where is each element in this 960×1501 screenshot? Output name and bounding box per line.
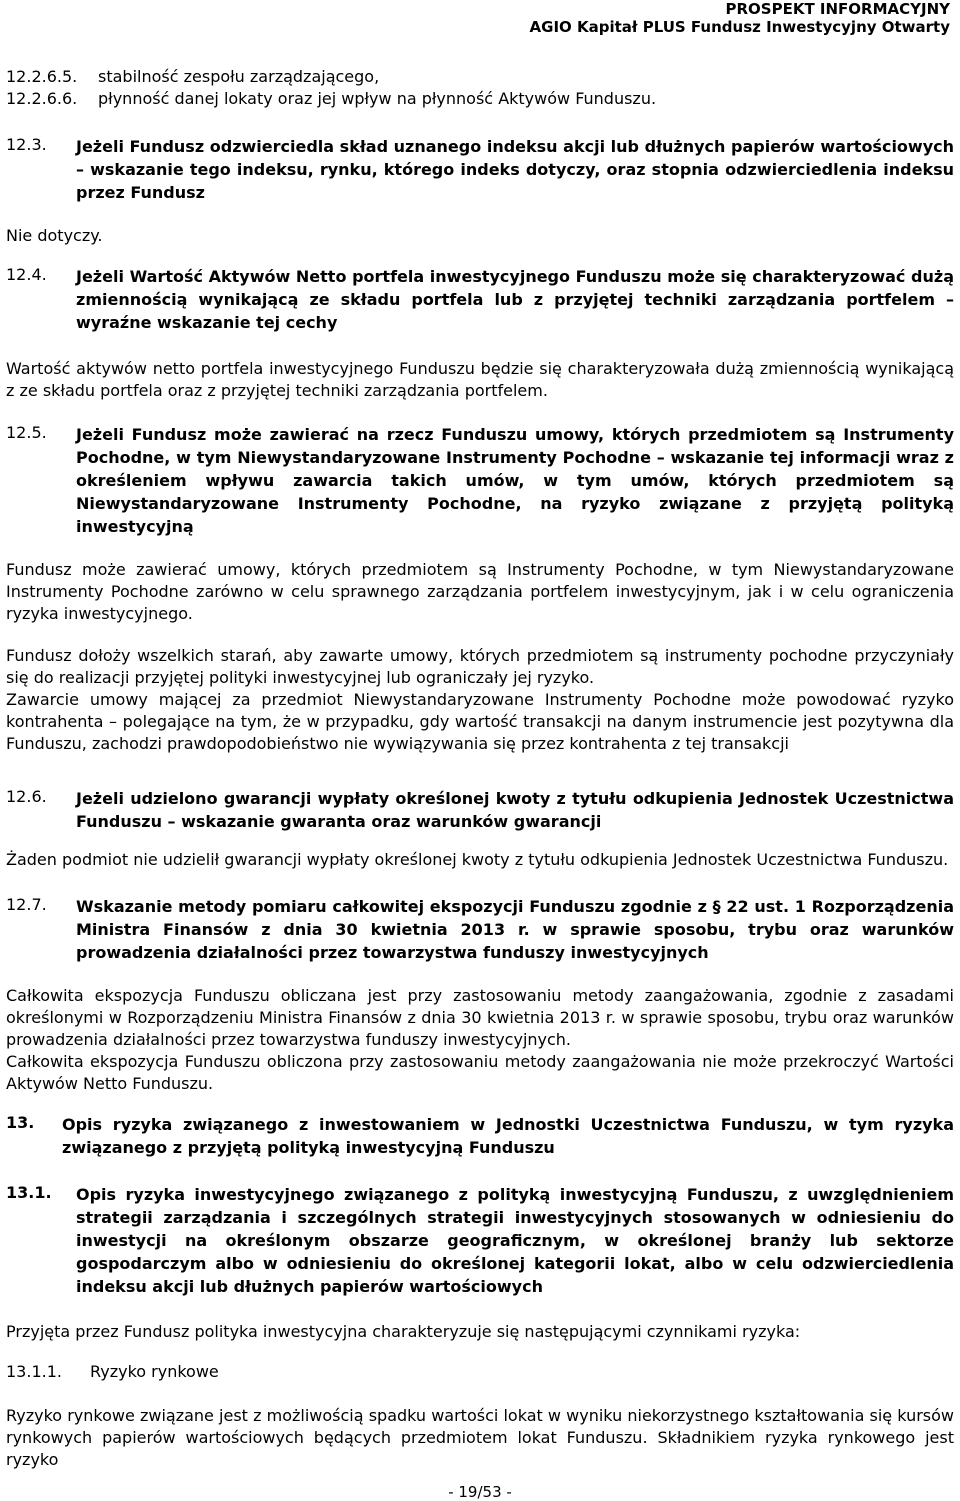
section-number: 12.4. xyxy=(6,265,47,284)
section-heading xyxy=(6,423,954,538)
document-header xyxy=(530,0,950,36)
section-12-5 xyxy=(6,423,954,538)
section-number: 12.5. xyxy=(6,423,47,442)
section-heading xyxy=(6,787,954,833)
section-13-1-1-body: Ryzyko rynkowe związane jest z możliwością spadku wartości lokat w wyniku niekorzystnego kształtowania się kursów rynkowych papierów wartościowych będących przedmiotem lokat Funduszu. Składnikiem ryzyka rynkowego jest ryzyko xyxy=(6,1406,954,1469)
section-number: 12.3. xyxy=(6,135,47,154)
section-number: 13. xyxy=(6,1113,35,1132)
section-title: Jeżeli Wartość Aktywów Netto portfela inwestycyjnego Funduszu może się charakteryzować dużą zmiennością wynikającą ze składu portfela lub z przyjętej techniki zarządzania portfelem – wyraźne wskazanie tej cechy xyxy=(76,267,954,332)
section-heading xyxy=(6,1361,954,1383)
section-number: 13.1. xyxy=(6,1183,52,1202)
section-heading xyxy=(6,1183,954,1298)
section-title: Jeżeli udzielono gwarancji wypłaty określonej kwoty z tytułu odkupienia Jednostek Uczestnictwa Funduszu – wskazanie gwaranta oraz warunków gwarancji xyxy=(76,789,954,831)
list-item-number: 12.2.6.5. xyxy=(6,67,78,86)
section-12-4-body: Wartość aktywów netto portfela inwestycyjnego Funduszu będzie się charakteryzowała dużą zmiennością wynikającą z ze składu portfela oraz z przyjętej techniki zarządzania portfelem. xyxy=(6,359,954,400)
section-title: Opis ryzyka inwestycyjnego związanego z polityką inwestycyjną Funduszu, z uwzględnieniem strategii zarządzania i szczególnych strategii inwestycyjnych stosowanych w odniesieniu do inwestycji na określonym obszarze geograficznym, w określonej branży lub sektorze gospodarczym albo w odniesieniu do określonej kategorii lokat, albo w celu odzwierciedlenia indeksu akcji lub dłużnych papierów wartościowych xyxy=(76,1185,954,1296)
section-heading xyxy=(6,135,954,204)
section-title: Jeżeli Fundusz odzwierciedla skład uznanego indeksu akcji lub dłużnych papierów wartościowych – wskazanie tego indeksu, rynku, którego indeks dotyczy, oraz stopnia odzwierciedlenia indeksu przez Fundusz xyxy=(76,137,954,202)
section-12-3 xyxy=(6,135,954,204)
page-number: - 19/53 - xyxy=(448,1483,512,1501)
section-12-5-paragraph-1: Fundusz może zawierać umowy, których przedmiotem są Instrumenty Pochodne, w tym Niewystandaryzowane Instrumenty Pochodne zarówno w celu sprawnego zarządzania portfelem inwestycyjnym, jak i w celu ograniczenia ryzyka inwestycyjnego. xyxy=(6,560,954,623)
section-12-4 xyxy=(6,265,954,334)
section-number: 12.6. xyxy=(6,787,47,806)
section-13 xyxy=(6,1113,954,1159)
list-item xyxy=(6,66,954,88)
section-12-5-paragraph-2: Fundusz dołoży wszelkich starań, aby zawarte umowy, których przedmiotem są instrumenty pochodne przyczyniały się do realizacji przyjętej polityki inwestycyjnej lub ograniczały jej ryzyko. xyxy=(6,646,954,687)
section-number: 12.7. xyxy=(6,895,47,914)
section-heading xyxy=(6,895,954,964)
section-number: 13.1.1. xyxy=(6,1362,62,1381)
section-title: Wskazanie metody pomiaru całkowitej ekspozycji Funduszu zgodnie z § 22 ust. 1 Rozporządzenia Ministra Finansów z dnia 30 kwietnia 2013 r. w sprawie sposobu, trybu oraz warunków prowadzenia działalności przez towarzystwa funduszy inwestycyjnych xyxy=(76,897,954,962)
list-item-text: płynność danej lokaty oraz jej wpływ na płynność Aktywów Funduszu. xyxy=(98,89,657,108)
section-heading xyxy=(6,1113,954,1159)
section-13-1 xyxy=(6,1183,954,1298)
section-12-6-body: Żaden podmiot nie udzielił gwarancji wypłaty określonej kwoty z tytułu odkupienia Jednostek Uczestnictwa Funduszu. xyxy=(6,850,949,869)
list-item xyxy=(6,88,954,110)
section-title: Ryzyko rynkowe xyxy=(90,1362,219,1381)
header-subtitle: AGIO Kapitał PLUS Fundusz Inwestycyjny Otwarty xyxy=(529,18,950,36)
section-title: Jeżeli Fundusz może zawierać na rzecz Funduszu umowy, których przedmiotem są Instrumenty Pochodne, w tym Niewystandaryzowane Instrumenty Pochodne – wskazanie tej informacji wraz z określeniem wpływu zawarcia takich umów, w tym umów, których przedmiotem są Niewystandaryzowane Instrumenty Pochodne, na ryzyko związane z przyjętą polityką inwestycyjną xyxy=(76,425,954,536)
section-12-5-paragraph-3: Zawarcie umowy mającej za przedmiot Niewystandaryzowane Instrumenty Pochodne może powodować ryzyko kontrahenta – polegające na tym, że w przypadku, gdy wartość transakcji na danym instrumencie jest pozytywna dla Funduszu, zachodzi prawdopodobieństwo nie wywiązywania się przez kontrahenta z tej transakcji xyxy=(6,690,954,753)
list-item-number: 12.2.6.6. xyxy=(6,89,78,108)
list-item-text: stabilność zespołu zarządzającego, xyxy=(98,67,380,86)
section-12-7-paragraph-2: Całkowita ekspozycja Funduszu obliczona przy zastosowaniu metody zaangażowania nie może przekroczyć Wartości Aktywów Netto Funduszu. xyxy=(6,1052,954,1093)
section-12-3-body: Nie dotyczy. xyxy=(6,226,103,245)
header-title: PROSPEKT INFORMACYJNY xyxy=(725,0,950,18)
section-13-1-1 xyxy=(6,1361,954,1383)
section-title: Opis ryzyka związanego z inwestowaniem w Jednostki Uczestnictwa Funduszu, w tym ryzyka związanego z przyjętą polityką inwestycyjną Funduszu xyxy=(62,1115,954,1157)
section-12-7-paragraph-1: Całkowita ekspozycja Funduszu obliczana jest przy zastosowaniu metody zaangażowania, zgodnie z zasadami określonymi w Rozporządzeniu Ministra Finansów z dnia 30 kwietnia 2013 r. w sprawie sposobu, trybu oraz warunków prowadzenia działalności przez towarzystwa funduszy inwestycyjnych. xyxy=(6,986,954,1049)
section-12-7 xyxy=(6,895,954,964)
list-items xyxy=(6,66,954,110)
section-heading xyxy=(6,265,954,334)
section-13-1-body: Przyjęta przez Fundusz polityka inwestycyjna charakteryzuje się następującymi czynnikami ryzyka: xyxy=(6,1322,801,1341)
section-12-6 xyxy=(6,787,954,833)
